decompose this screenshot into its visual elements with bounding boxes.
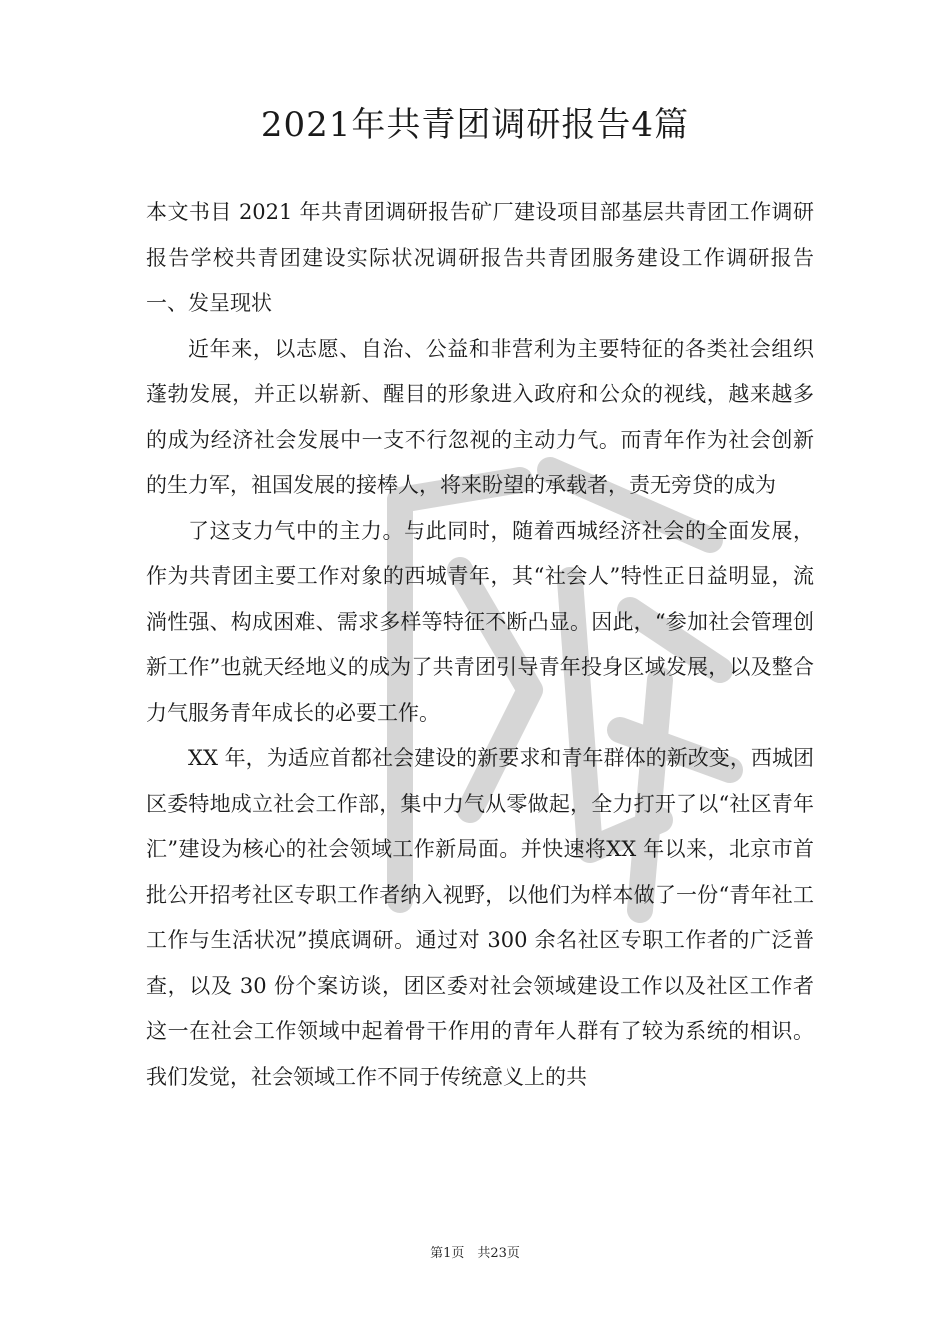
page-number: 第1页 共23页 xyxy=(430,1246,520,1261)
paragraph-contents: 本文书目 2021 年共青团调研报告矿厂建设项目部基层共青团工作调研报告学校共青团建设实际状况调研报告共青团服务建设工作调研报告 一、发呈现状 xyxy=(146,200,856,315)
paragraph-survey: XX 年，为适应首都社会建设的新要求和青年群体的新改变，西城团区委特地成立社会工作部，集中力气从零做起，全力打开了以“社区青年汇”建设为核心的社会领域工作新局面。并快速将XX 年以来，北京市首批公开招考社区专职工作者纳入视野，以他们为样本做了一份“青年社工工作与生活状况”摸底调研。通过对 300 余名社区专职工作者的广泛普查，以及 30 份个案访谈，团区委对社会领域建设工作以及社区工作者这一在社会工作领域中起着骨干作用的青年人群有了较为系统的相识。我们发觉，社会领域工作不同于传统意义上的共 xyxy=(146,746,814,1089)
paragraph-background: 近年来，以志愿、自治、公益和非营利为主要特征的各类社会组织蓬勃发展，并正以崭新、醒目的形象进入政府和公众的视线，越来越多的成为经济社会发展中一支不行忽视的主动力气。而青年作为社会创新的生力军，祖国发展的接棒人，将来盼望的承载者，责无旁贷的成为 xyxy=(146,336,814,497)
paragraph-youth-role: 了这支力气中的主力。与此同时，随着西城经济社会的全面发展，作为共青团主要工作对象的西城青年，其“社会人”特性正日益明显，流淌性强、构成困难、需求多样等特征不断凸显。因此，“参加社会管理创新工作”也就天经地义的成为了共青团引导青年投身区域发展，以及整合力气服务青年成长的必要工作。 xyxy=(146,518,814,725)
page-footer xyxy=(0,1244,950,1264)
document-body xyxy=(146,190,856,1100)
document-title: 2021年共青团调研报告4篇 xyxy=(260,105,690,145)
